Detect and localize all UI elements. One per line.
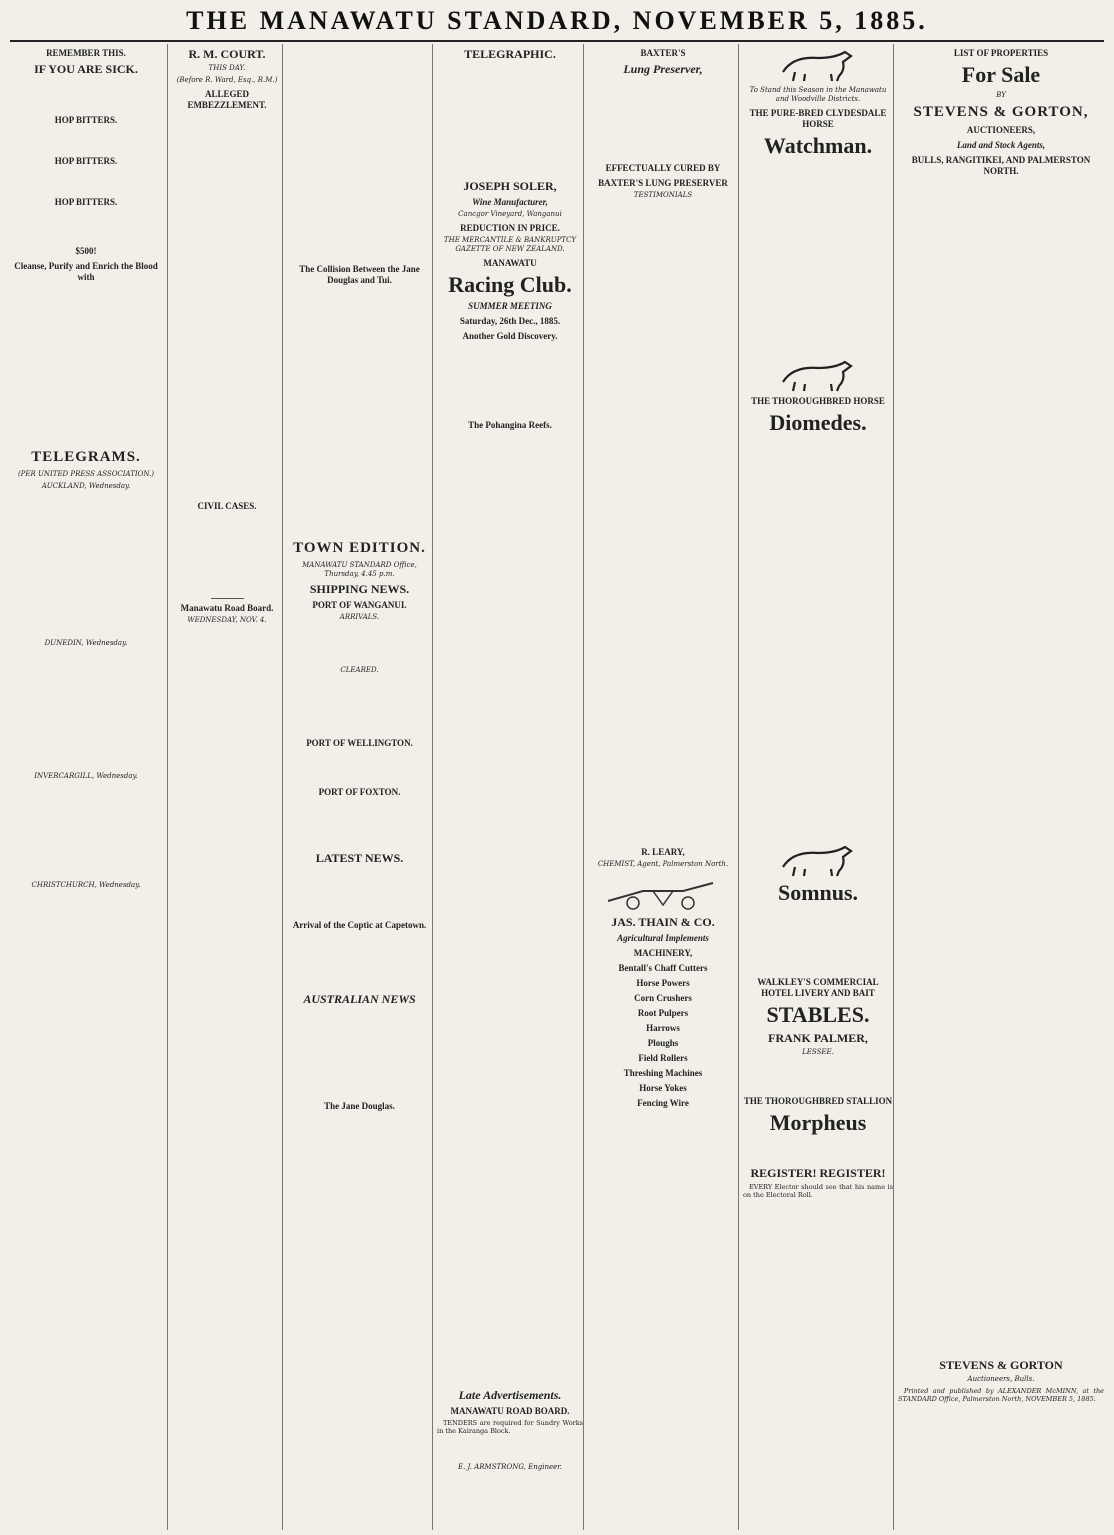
text-block xyxy=(588,1111,738,1191)
gold-heading: Another Gold Discovery. xyxy=(462,331,558,341)
road-board-heading: Manawatu Road Board. xyxy=(180,603,274,613)
masthead: THE MANAWATU STANDARD, NOVEMBER 5, 1885. xyxy=(186,6,928,35)
effectually-cured: EFFECTUALLY CURED BY xyxy=(605,163,721,173)
column-7 xyxy=(893,44,1104,1530)
diomedes-heading: Diomedes. xyxy=(769,410,867,435)
town-office: MANAWATU STANDARD Office, Thursday, 4.45 p.m. xyxy=(302,561,417,578)
horse-yokes-item: Horse Yokes xyxy=(639,1083,687,1093)
arrivals-heading: ARRIVALS. xyxy=(339,613,380,621)
reduction-heading: REDUCTION IN PRICE. xyxy=(460,223,560,233)
leary-heading: R. LEARY, xyxy=(641,847,685,857)
list-heading: LIST OF PROPERTIES xyxy=(953,48,1049,58)
text-block xyxy=(437,433,583,1385)
remember-heading: REMEMBER THIS. xyxy=(46,48,126,58)
fencing-wire-item: Fencing Wire xyxy=(637,1098,689,1108)
testimonials-heading: TESTIMONIALS xyxy=(633,191,693,199)
race-date: Saturday, 26th Dec., 1885. xyxy=(459,316,561,326)
dateline-invercargill: INVERCARGILL, Wednesday. xyxy=(34,772,138,780)
cleared-heading: CLEARED. xyxy=(340,666,379,674)
threshing-item: Threshing Machines xyxy=(623,1068,703,1078)
text-block xyxy=(287,800,432,848)
port-wellington: PORT OF WELLINGTON. xyxy=(306,738,413,748)
column-5 xyxy=(583,44,738,1530)
text-block xyxy=(10,893,162,1213)
clydesdale-heading: THE PURE-BRED CLYDESDALE HORSE xyxy=(749,108,887,129)
text-block xyxy=(10,651,162,771)
cleanse-heading: Cleanse, Purify and Enrich the Blood with xyxy=(14,261,158,282)
text-block xyxy=(287,678,432,734)
elector-text: EVERY Elector should see that his name is on the Electoral Roll. xyxy=(743,1183,893,1199)
telegraphic-heading: TELEGRAPHIC. xyxy=(464,47,556,61)
horse-icon xyxy=(773,48,863,82)
wine-heading: Wine Manufacturer, xyxy=(472,197,548,207)
stables-heading: STABLES. xyxy=(766,1002,870,1027)
court-before: (Before R. Ward, Esq., R.M.) xyxy=(176,76,278,84)
text-block xyxy=(10,128,162,152)
collision-heading: The Collision Between the Jane Douglas and Tui. xyxy=(299,264,420,285)
text-block xyxy=(588,203,738,843)
tenders-text: TENDERS are required for Sundry Works in the Kairanga Block. xyxy=(437,1419,583,1435)
hop-bitters-heading: HOP BITTERS. xyxy=(54,156,118,166)
text-block xyxy=(287,1009,432,1097)
text-block xyxy=(287,751,432,783)
manawatu-heading: MANAWATU xyxy=(483,258,537,268)
thoroughbred-heading: THE THOROUGHBRED HORSE xyxy=(751,396,885,406)
horse-icon xyxy=(773,358,863,392)
late-ads-heading: Late Advertisements. xyxy=(458,1388,562,1402)
text-block xyxy=(287,868,432,916)
by-label: BY xyxy=(996,91,1006,99)
town-edition-heading: TOWN EDITION. xyxy=(293,540,426,556)
field-rollers-item: Field Rollers xyxy=(638,1053,688,1063)
telegrams-heading: TELEGRAMS. xyxy=(31,449,141,465)
gazette-label: THE MERCANTILE & BANKRUPTCY GAZETTE OF NEW ZEALAND. xyxy=(443,236,577,253)
horse-powers-item: Horse Powers xyxy=(636,978,690,988)
horse-icon xyxy=(773,843,863,877)
masthead-rule xyxy=(10,40,1104,42)
road-board-date: WEDNESDAY, NOV. 4. xyxy=(187,616,267,624)
walkleys-heading: WALKLEY'S COMMERCIAL HOTEL LIVERY AND BAIT xyxy=(757,977,879,998)
ploughs-item: Ploughs xyxy=(647,1038,679,1048)
text-block xyxy=(743,162,893,354)
port-foxton: PORT OF FOXTON. xyxy=(318,787,401,797)
chemist-agent: CHEMIST, Agent, Palmerston North. xyxy=(597,860,729,868)
lessee-label: LESSEE. xyxy=(802,1048,834,1056)
text-block xyxy=(898,179,1104,1355)
dateline-christchurch: CHRISTCHURCH, Wednesday. xyxy=(31,881,141,889)
imprint-text: Printed and published by ALEXANDER McMINN, at the STANDARD Office, Palmerston North, NOVEMBER 5, 1885. xyxy=(898,1387,1104,1403)
text-block xyxy=(172,514,282,594)
text-block xyxy=(287,288,432,536)
vineyard-label: Cancgor Vineyard, Wanganui xyxy=(458,210,562,218)
column-1 xyxy=(10,44,162,1530)
dateline-auckland: AUCKLAND, Wednesday. xyxy=(41,482,131,490)
plough-icon xyxy=(603,873,723,911)
text-block xyxy=(10,784,162,880)
thain-heading: JAS. THAIN & CO. xyxy=(611,915,715,929)
press-assoc: (PER UNITED PRESS ASSOCIATION.) xyxy=(17,470,155,478)
text-block xyxy=(10,494,162,638)
register-heading: REGISTER! REGISTER! xyxy=(750,1166,886,1180)
port-wanganui: PORT OF WANGANUI. xyxy=(312,600,407,610)
text-block xyxy=(10,79,162,111)
stand-intro: To Stand this Season in the Manawatu and Woodville Districts. xyxy=(749,86,887,103)
corn-crushers-item: Corn Crushers xyxy=(634,993,692,1003)
column-2 xyxy=(167,44,282,1530)
root-pulpers-item: Root Pulpers xyxy=(637,1008,689,1018)
mrb-heading: MANAWATU ROAD BOARD. xyxy=(450,1406,570,1416)
auctioneers-label: AUCTIONEERS, xyxy=(966,125,1036,135)
text-block xyxy=(743,439,893,839)
column-3 xyxy=(282,44,432,1530)
text-block xyxy=(287,1114,432,1202)
text-block xyxy=(172,628,282,1412)
agents-label: Land and Stock Agents, xyxy=(956,140,1046,150)
summer-meeting-heading: SUMMER MEETING xyxy=(468,301,552,311)
frank-palmer: FRANK PALMER, xyxy=(768,1031,868,1045)
shipping-heading: SHIPPING NEWS. xyxy=(309,582,410,596)
reward-heading: $500! xyxy=(75,246,97,256)
text-block xyxy=(172,113,282,497)
machinery-heading: MACHINERY, xyxy=(633,948,693,958)
text-block xyxy=(287,44,432,260)
text-block xyxy=(437,344,583,416)
dateline-dunedin: DUNEDIN, Wednesday. xyxy=(44,639,128,647)
divider xyxy=(211,598,244,599)
text-block xyxy=(287,625,432,665)
australian-news-heading: AUSTRALIAN NEWS xyxy=(303,992,416,1006)
somnus-heading: Somnus. xyxy=(777,880,859,905)
text-block xyxy=(743,1202,893,1282)
latest-news-heading: LATEST NEWS. xyxy=(315,851,404,865)
racing-club-heading: Racing Club. xyxy=(448,272,572,297)
text-block xyxy=(10,285,162,445)
text-block xyxy=(10,210,162,242)
text-block xyxy=(743,909,893,973)
text-block xyxy=(588,79,738,159)
column-6 xyxy=(738,44,893,1530)
bentall-item: Bentall's Chaff Cutters xyxy=(618,963,708,973)
column-4 xyxy=(432,44,583,1530)
hop-bitters-heading: HOP BITTERS. xyxy=(54,115,118,125)
capetown-heading: Arrival of the Coptic at Capetown. xyxy=(292,920,427,930)
text-block xyxy=(743,1139,893,1163)
morpheus-intro: THE THOROUGHBRED STALLION xyxy=(743,1096,893,1106)
sick-heading: IF YOU ARE SICK. xyxy=(34,62,138,76)
text-block xyxy=(287,933,432,989)
text-block xyxy=(10,169,162,193)
baxter-heading: BAXTER'S xyxy=(640,48,686,58)
court-heading: R. M. COURT. xyxy=(188,47,266,61)
footer-sub: Auctioneers, Bulls. xyxy=(967,1375,1035,1383)
footer-firm: STEVENS & GORTON xyxy=(939,1358,1063,1372)
baxter-lung-heading: BAXTER'S LUNG PRESERVER xyxy=(598,178,728,188)
joseph-soler-heading: JOSEPH SOLER, xyxy=(463,179,557,193)
watchman-heading: Watchman. xyxy=(763,133,873,158)
location-label: BULLS, RANGITIKEI, AND PALMERSTON NORTH. xyxy=(911,155,1091,176)
engineer-signoff: E. J. ARMSTRONG, Engineer. xyxy=(457,1463,563,1471)
firm-heading: STEVENS & GORTON, xyxy=(913,104,1089,120)
embezzlement-heading: ALLEGED EMBEZZLEMENT. xyxy=(187,89,267,110)
implements-heading: Agricultural Implements xyxy=(617,933,709,943)
court-day: THIS DAY. xyxy=(208,64,246,72)
harrows-item: Harrows xyxy=(646,1023,680,1033)
hop-bitters-heading: HOP BITTERS. xyxy=(54,197,118,207)
civil-cases-heading: CIVIL CASES. xyxy=(197,501,257,511)
text-block xyxy=(437,64,583,176)
for-sale-heading: For Sale xyxy=(961,62,1041,87)
col4-ad-block xyxy=(437,179,583,327)
morpheus-heading: Morpheus xyxy=(769,1110,867,1135)
jane-douglas-heading: The Jane Douglas. xyxy=(324,1101,395,1111)
text-block xyxy=(437,1438,583,1462)
lung-preserver-heading: Lung Preserver, xyxy=(623,62,703,76)
pohangina-heading: The Pohangina Reefs. xyxy=(468,420,552,430)
text-block xyxy=(743,1060,893,1092)
